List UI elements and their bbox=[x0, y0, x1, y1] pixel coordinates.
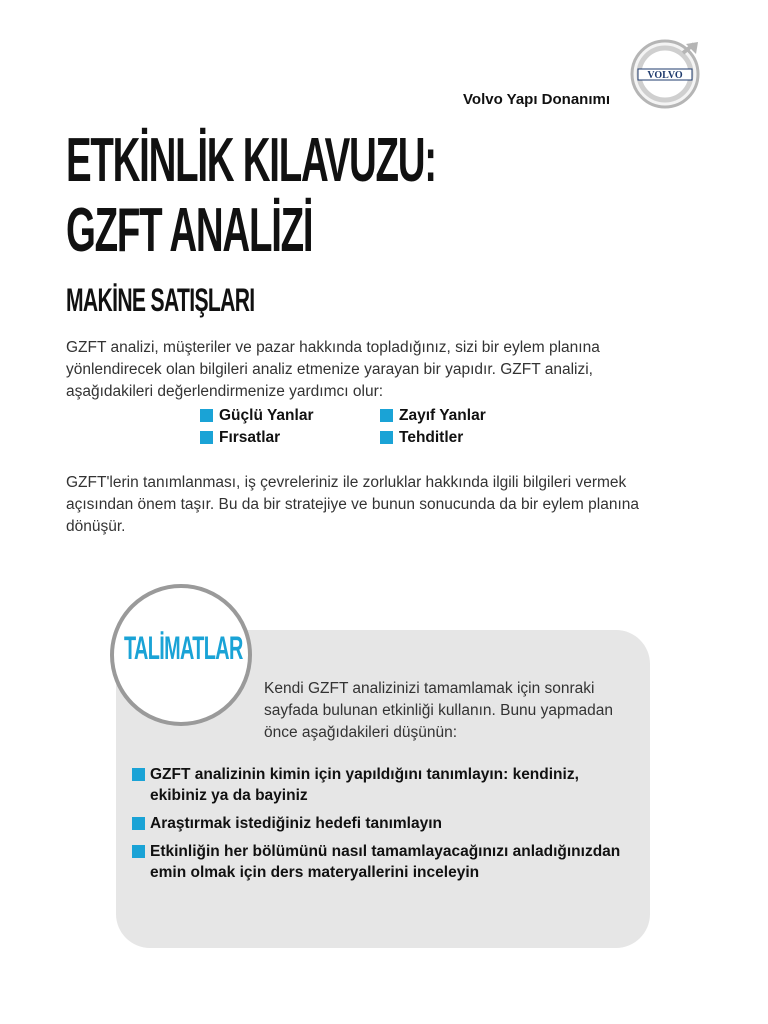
title-line-2: GZFT ANALİZİ bbox=[66, 196, 313, 265]
instructions-list bbox=[132, 764, 632, 890]
swot-item-threats: Tehditler bbox=[380, 428, 560, 447]
title-line-1: ETKİNLİK KILAVUZU: bbox=[66, 126, 436, 195]
instructions-badge-label: TALİMATLAR bbox=[124, 630, 243, 666]
square-bullet-icon bbox=[132, 817, 145, 830]
square-bullet-icon bbox=[200, 409, 213, 422]
volvo-logo bbox=[628, 36, 702, 110]
square-bullet-icon bbox=[380, 409, 393, 422]
swot-item-weaknesses: Zayıf Yanlar bbox=[380, 406, 560, 425]
page-subtitle: MAKİNE SATIŞLARI bbox=[66, 282, 255, 318]
svg-text:VOLVO: VOLVO bbox=[647, 70, 683, 81]
square-bullet-icon bbox=[132, 768, 145, 781]
instructions-intro: Kendi GZFT analizinizi tamamlamak için sonraki sayfada bulunan etkinliği kullanın. Bunu yapmadan önce aşağıdakileri düşünün: bbox=[264, 680, 613, 741]
square-bullet-icon bbox=[132, 845, 145, 858]
square-bullet-icon bbox=[200, 431, 213, 444]
intro-paragraph: GZFT analizi, müşteriler ve pazar hakkında topladığınız, sizi bir eylem planına yönlendirecek olan bilgileri analiz etmenize yarayan bir yapıdır. GZFT analizi, aşağıdakileri değerlendirmenize yardımcı olur: bbox=[66, 339, 600, 400]
instruction-item: GZFT analizinin kimin için yapıldığını tanımlayın: kendiniz, ekibiniz ya da bayiniz bbox=[132, 764, 632, 806]
instruction-item: Araştırmak istediğiniz hedefi tanımlayın bbox=[132, 813, 632, 834]
page-title bbox=[66, 126, 436, 266]
swot-item-opportunities: Fırsatlar bbox=[200, 428, 380, 447]
swot-list bbox=[200, 406, 560, 447]
second-paragraph: GZFT'lerin tanımlanması, iş çevreleriniz ile zorluklar hakkında ilgili bilgileri vermek açısından önem taşır. Bu da bir stratejiye ve bunun sonucunda da bir eylem planına dönüşür. bbox=[66, 474, 639, 535]
brand-line: Volvo Yapı Donanımı bbox=[463, 91, 610, 108]
swot-item-strengths: Güçlü Yanlar bbox=[200, 406, 380, 425]
instruction-item: Etkinliğin her bölümünü nasıl tamamlayacağınızı anladığınızdan emin olmak için ders materyallerini inceleyin bbox=[132, 841, 632, 883]
square-bullet-icon bbox=[380, 431, 393, 444]
